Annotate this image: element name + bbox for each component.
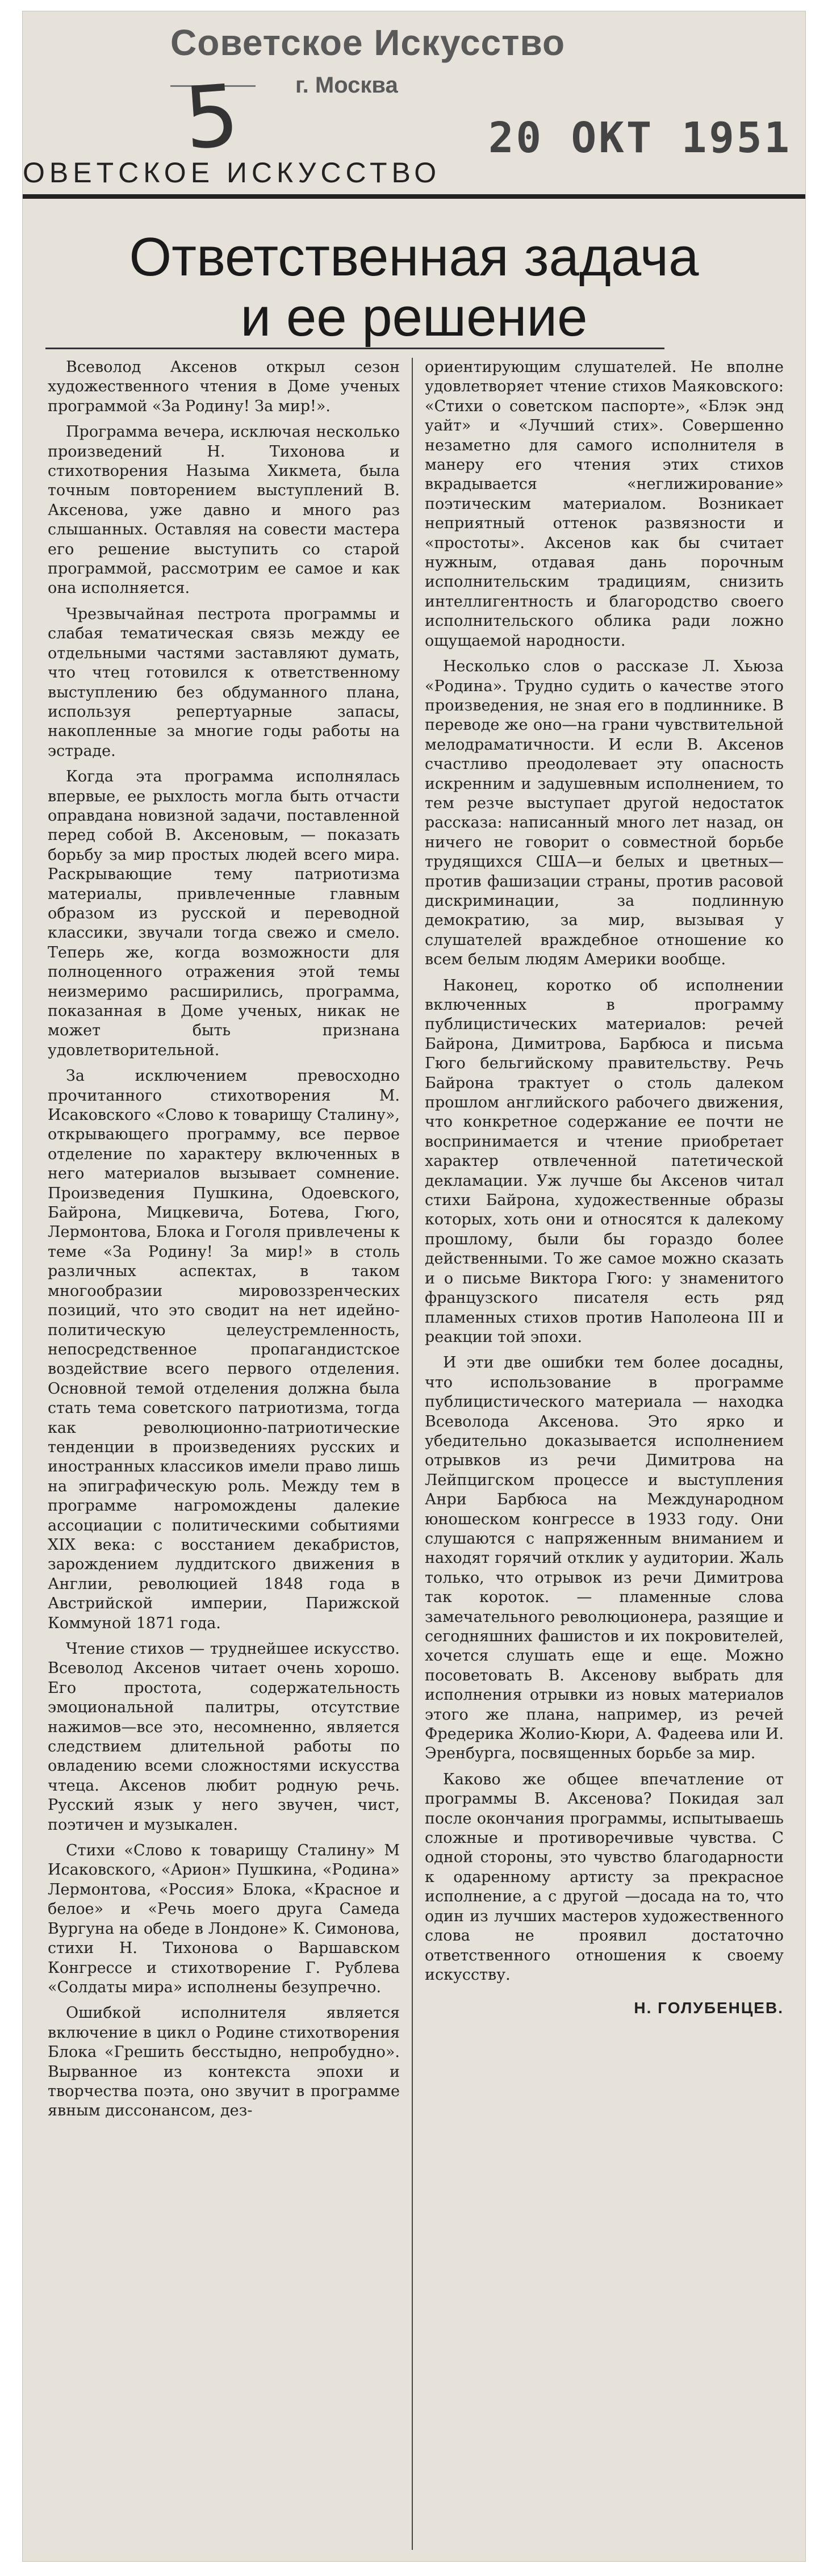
article-body [48, 358, 784, 2550]
newspaper-name: ОВЕТСКОЕ ИСКУССТВО [23, 157, 441, 189]
paragraph: ориентирующим слушателей. Не вполне удовлетворяет чтение стихов Маяковского: «Стихи о советском паспорте», «Блэк энд уайт» и «Лучший стих». Совершенно незаметно для самого исполнителя в манеру его чтения этих стихов вкрадывается «неглижирование» поэтическим материалом. Возникает неприятный оттенок развязности и «простоты». Аксенов как бы считает нужным, отдавая дань порочным исполнительским традициям, снизить интеллигентность и благородство своего исполнительского облика ради ложно ощущаемой народности. [425, 358, 784, 650]
paragraph: И эти две ошибки тем более досадны, что использование в программе публицистического материала — находка Всеволода Аксенова. Это ярко и убедительно доказывается исполнением отрывков из речи Димитрова на Лейпцигском процессе и выступления Анри Барбюса на Международном юношеском конгрессе в 1933 году. Они слушаются с напряженным вниманием и находят горячий отклик у аудитории. Жаль только, что отрывок из речи Димитрова так короток. — пламенные слова замечательного революционера, разящие и сегодняшних фашистов и их покровителей, хочется слушать еще и еще. Можно посоветовать В. Аксенову выбрать для исполнения отрывки из новых материалов этого же плана, например, из речей Фредерика Жолио-Кюри, А. Фадеева или И. Эренбурга, посвященных борьбе за мир. [425, 1354, 784, 1763]
date-stamp: 20 ОКТ 1951 [488, 114, 792, 162]
headline-line-1: Ответственная задача [129, 227, 699, 287]
headline-line-2: и ее решение [240, 287, 588, 348]
paragraph: Стихи «Слово к товарищу Сталину» М Исаковского, «Арион» Пушкина, «Родина» Лермонтова, «Россия» Блока, «Красное и белое» и «Речь моего друга Самеда Вургуна на обеде в Лондоне» К. Симонова, стихи Н. Тихонова о Варшавском Конгрессе и стихотворение Г. Рублева «Солдаты мира» исполнены безупречно. [48, 1842, 400, 1996]
paragraph: Несколько слов о рассказе Л. Хьюза «Родина». Трудно судить о качестве этого произведения, не зная его в подлиннике. В переводе же оно—на грани чувствительной мелодраматичности. И если В. Аксенов счастливо преодолевает эту опасность искренним и задушевным исполнением, то тем резче выступает другой недостаток рассказа: написанный много лет назад, он ничего не говорит о совместной борьбе трудящихся США—и белых и цветных—против фашизации страны, против расовой дискриминации, за подлинную демократию, за мир, вызывая у слушателей враждебное отношение ко всем белым людям Америки вообще. [425, 658, 784, 969]
headline-rule [45, 348, 664, 349]
article-column-right [425, 358, 784, 2550]
paragraph: Когда эта программа исполнялась впервые, ее рыхлость могла быть отчасти оправдана новизной задачи, поставленной перед собой В. Аксеновым, — показать борьбу за мир простых людей всего мира. Раскрывающие тему патриотизма материалы, привлеченные главным образом из русской и переводной классики, звучали тогда свежо и смело. Теперь же, когда возможности для полноценного отражения этой темы неизмеримо расширились, программа, показанная в Доме ученых, никак не может быть признана удовлетворительной. [48, 768, 400, 1059]
paragraph: Программа вечера, исключая несколько произведений Н. Тихонова и стихотворения Назыма Хикмета, была точным повторением выступлений В. Аксенова, уже давно и много раз слышанных. Оставляя на совести мастера его решение выступить со старой программой, рассмотрим ее самое и как она исполняется. [48, 423, 400, 597]
masthead-rule [23, 194, 805, 199]
author-signature: Н. ГОЛУБЕНЦЕВ. [634, 1999, 784, 2017]
paragraph: Всеволод Аксенов открыл сезон художественного чтения в Доме ученых программой «За Родину! За мир!». [48, 358, 400, 415]
paragraph: За исключением превосходно прочитанного стихотворения М. Исаковского «Слово к товарищу Сталину», открывающего программу, все первое отделение по характеру включенных в него материалов вызывает сомнение. Произведения Пушкина, Одоевского, Байрона, Мицкевича, Ботева, Гюго, Лермонтова, Блока и Гоголя привлечены к теме «За Родину! За мир!» в столь различных аспектах, в таком многообразии мировоззренческих позиций, что это сводит на нет идейно-политическую целеустремленность, непосредственное пропагандистское воздействие всего первого отделения. Основной темой отделения должна была стать тема советского патриотизма, тогда как революционно-патриотические тенденции в произведениях русских и иностранных классиков имели право лишь на эпиграфическую роль. Между тем в программе нагромождены далекие ассоциации с политическими событиями XIX века: с восстанием декабристов, зарождением луддитского движения в Англии, революцией 1848 года в Австрийской империи, Парижской Коммуной 1871 года. [48, 1067, 400, 1632]
paragraph: Наконец, коротко об исполнении включенных в программу публицистических материалов: речей Байрона, Димитрова, Барбюса и письма Гюго бельгийскому правительству. Речь Байрона трактует о столь далеком прошлом английского рабочего движения, что конкретное содержание ее почти не воспринимается и чтение приобретает характер отвлеченной патетической декламации. Уж лучше бы Аксенов читал стихи Байрона, художественные образы которых, хоть они и относятся к далекому прошлому, были бы гораздо более действенными. То же самое можно сказать и о письме Виктора Гюго: у знаменитого французского писателя есть ряд пламенных стихов против Наполеона III и реакции той эпохи. [425, 976, 784, 1346]
paragraph: Ошибкой исполнителя является включение в цикл о Родине стихотворения Блока «Грешить бесстыдно, непробудно». Вырванное из контекста эпохи и творчества поэта, оно звучит в программе явным диссонансом, дез- [48, 2004, 400, 2120]
paragraph: Чрезвычайная пестрота программы и слабая тематическая связь между ее отдельными частями заставляют думать, что чтец готовился к ответственному выступлению без обдуманного плана, используя репертуарные запасы, накопленные за многие годы работы на эстраде. [48, 605, 400, 760]
paragraph: Каково же общее впечатление от программы В. Аксенова? Покидая зал после окончания программы, испытываешь сложные и противоречивые чувства. С одной стороны, это чувство благодарности к одаренному артисту за прекрасное исполнение, а с другой —досада на то, что один из лучших мастеров художественного слова не проявил достаточно ответственного отношения к своему искусству. [425, 1770, 784, 1984]
article-headline [45, 227, 783, 348]
paragraph: Чтение стихов — труднейшее искусство. Всеволод Аксенов читает очень хорошо. Его простота, содержательность эмоциональной палитры, отсутствие нажимов—все это, несомненно, является следствием длительной работы по овладению всеми сложностями искусства чтеца. Аксенов любит родную речь. Русский язык у него звучен, чист, поэтичен и музыкален. [48, 1640, 400, 1834]
column-divider [412, 358, 413, 2550]
archive-stamp-title: Советское Искусство [170, 22, 566, 63]
archive-stamp-city: г. Москва [295, 73, 398, 98]
article-column-left [48, 358, 400, 2550]
handwritten-number: 5 [181, 66, 242, 169]
